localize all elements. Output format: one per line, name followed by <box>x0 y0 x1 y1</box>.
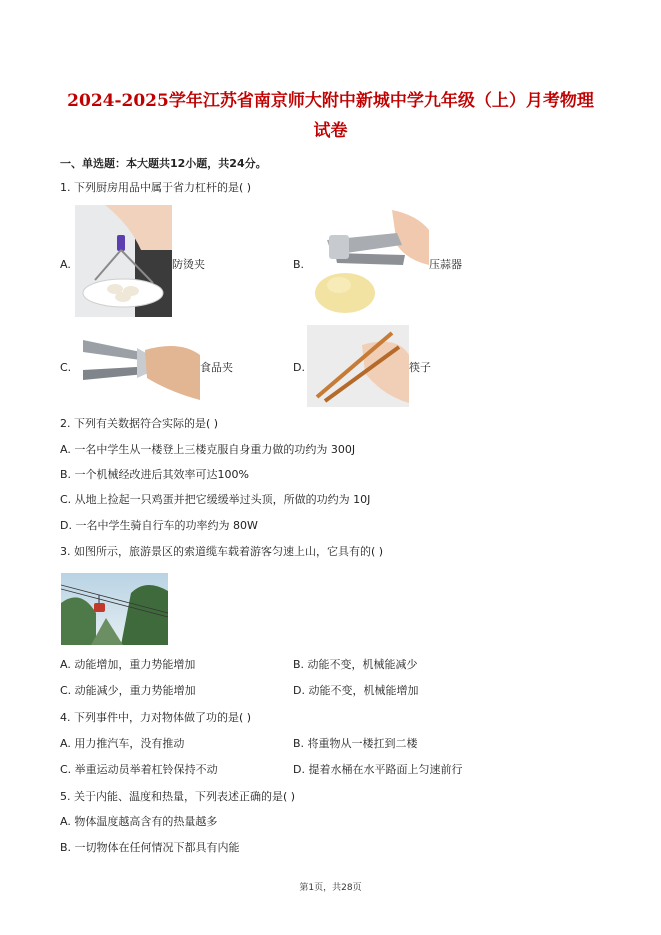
question-2-stem: 2. 下列有关数据符合实际的是( ) <box>60 417 219 430</box>
q3-option-c: C. 动能减少，重力势能增加 <box>60 684 196 697</box>
q1-option-d-caption: 筷子 <box>409 361 431 374</box>
question-4-stem: 4. 下列事件中，力对物体做了功的是( ) <box>60 711 252 724</box>
q2-option-c: C. 从地上捡起一只鸡蛋并把它缓缓举过头顶，所做的功约为 10J <box>60 493 371 506</box>
q2-option-b: B. 一个机械经改进后其效率可达100% <box>60 468 249 481</box>
page-footer: 第1页，共28页 <box>299 883 362 893</box>
q1-option-a-caption: 防烫夹 <box>172 258 205 271</box>
section-heading: 一、单选题：本大题共12小题，共24分。 <box>60 157 267 170</box>
question-5-stem: 5. 关于内能、温度和热量，下列表述正确的是( ) <box>60 790 296 803</box>
q4-option-c: C. 举重运动员举着杠铃保持不动 <box>60 763 218 776</box>
chopsticks-photo <box>307 325 409 407</box>
q1-option-c-letter: C. <box>60 361 72 374</box>
q3-option-a: A. 动能增加，重力势能增加 <box>60 658 196 671</box>
question-3-stem: 3. 如图所示，旅游景区的索道缆车载着游客匀速上山，它具有的( ) <box>60 545 384 558</box>
q2-option-a: A. 一名中学生从一楼登上三楼克服自身重力做的功约为 300J <box>60 443 356 456</box>
q1-option-a-letter: A. <box>60 258 71 271</box>
food-tongs-photo <box>75 330 200 405</box>
question-1-stem: 1. 下列厨房用品中属于省力杠杆的是( ) <box>60 181 252 194</box>
q4-option-d: D. 提着水桶在水平路面上匀速前行 <box>293 763 463 776</box>
q2-option-d: D. 一名中学生骑自行车的功率约为 80W <box>60 519 258 532</box>
q1-option-b-letter: B. <box>293 258 305 271</box>
q4-option-b: B. 将重物从一楼扛到二楼 <box>293 737 418 750</box>
q4-option-a: A. 用力推汽车，没有推动 <box>60 737 185 750</box>
cable-car-photo <box>61 573 168 645</box>
document-title-line-1: 2024-2025学年江苏省南京师大附中新城中学九年级（上）月考物理 <box>67 91 594 111</box>
document-title-line-2: 试卷 <box>313 121 348 141</box>
q3-option-d: D. 动能不变，机械能增加 <box>293 684 419 697</box>
q1-option-c-caption: 食品夹 <box>200 361 233 374</box>
q1-option-d-letter: D. <box>293 361 305 374</box>
q5-option-b: B. 一切物体在任何情况下都具有内能 <box>60 841 240 854</box>
garlic-press-photo <box>307 205 429 317</box>
q3-option-b: B. 动能不变，机械能减少 <box>293 658 418 671</box>
dish-clamp-photo <box>75 205 172 317</box>
q1-option-b-caption: 压蒜器 <box>429 258 462 271</box>
q5-option-a: A. 物体温度越高含有的热量越多 <box>60 815 218 828</box>
